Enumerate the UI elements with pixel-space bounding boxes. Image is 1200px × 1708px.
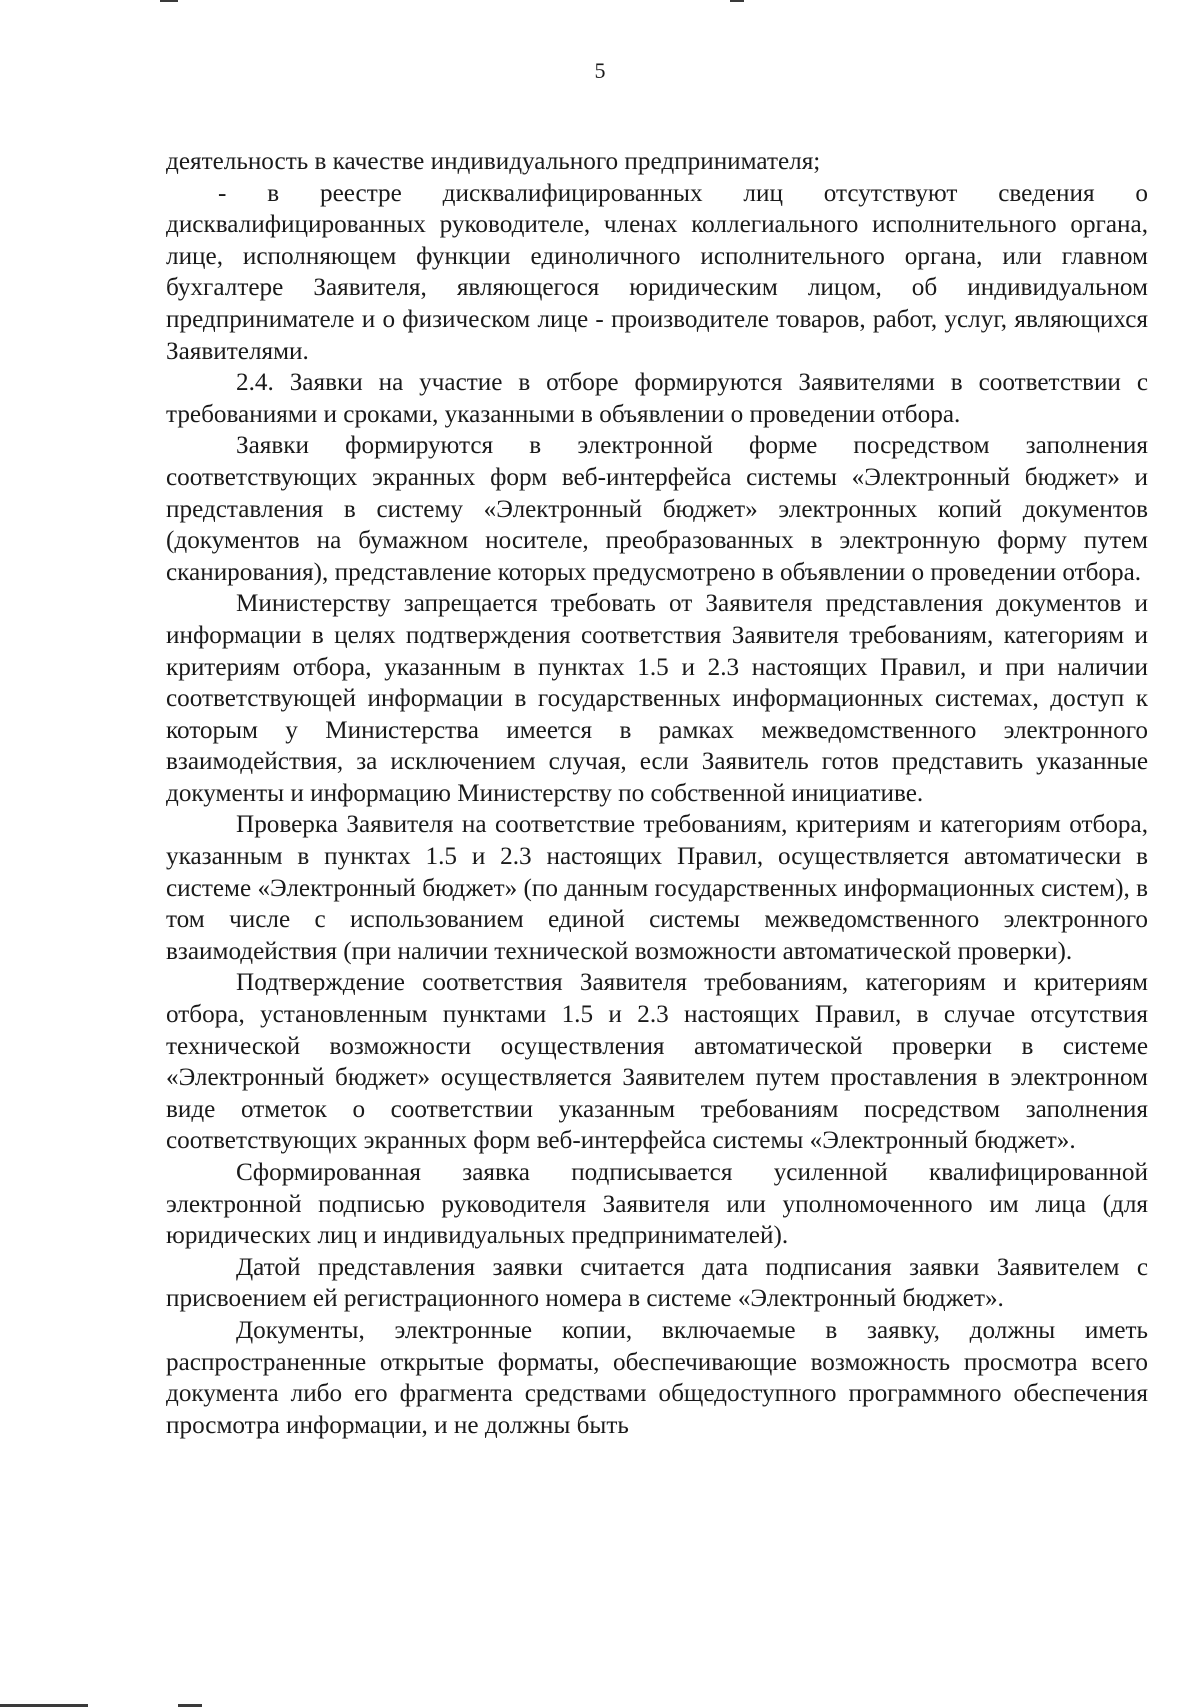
paragraph-2-4: 2.4. Заявки на участие в отборе формируются Заявителями в соответствии с требованиями и сроками, указанными в объявлении о проведении отбора. — [166, 369, 1148, 428]
scan-edge-mark — [0, 1704, 88, 1707]
scan-edge-mark — [160, 0, 178, 2]
paragraph-submission-date: Датой представления заявки считается дата подписания заявки Заявителем с присвоением ей регистрационного номера в системе «Электронный бюджет». — [166, 1253, 1148, 1313]
paragraph-ministry-prohibition: Министерству запрещается требовать от Заявителя представления документов и информации в целях подтверждения соответствия Заявителя требованиям, категориям и критериям отбора, указанным в пунктах 1.5 и 2.3 настоящих Правил, и при наличии соответствующей информации в государственных информационных системах, доступ к которым у Министерства имеется в рамках межведомственного электронного взаимодействия, за исключением случая, если Заявитель готов представить указанные документы и информацию Министерству по собственной инициативе. — [166, 590, 1148, 807]
page-number: 5 — [594, 58, 606, 83]
scan-edge-mark — [730, 0, 744, 2]
paragraph-continuation: деятельность в качестве индивидуального предпринимателя; — [166, 148, 821, 175]
document-body — [166, 146, 1148, 1441]
paragraph-document-formats: Документы, электронные копии, включаемые в заявку, должны иметь распространенные открытые форматы, обеспечивающие возможность просмотра всего документа либо его фрагмента средствами общедоступного программного обеспечения просмотра информации, и не должны быть — [166, 1316, 1148, 1439]
paragraph-confirmation: Подтверждение соответствия Заявителя требованиям, категориям и критериям отбора, установленным пунктами 1.5 и 2.3 настоящих Правил, в случае отсутствия технической возможности осуществления автоматической проверки в системе «Электронный бюджет» осуществляется Заявителем путем проставления в электронном виде отметок о соответствии указанным требованиям посредством заполнения соответствующих экранных форм веб-интерфейса системы «Электронный бюджет». — [166, 969, 1148, 1155]
paragraph-bullet-disqualified: - в реестре дисквалифицированных лиц отсутствуют сведения о дисквалифицированных руководителе, членах коллегиального исполнительного органа, лице, исполняющем функции единоличного исполнительного органа, или главном бухгалтере Заявителя, являющегося юридическим лицом, об индивидуальном предпринимателе и о физическом лице - производителе товаров, работ, услуг, являющихся Заявителями. — [166, 179, 1148, 365]
scan-edge-mark — [178, 1704, 202, 1707]
paragraph-electronic-form: Заявки формируются в электронной форме посредством заполнения соответствующих экранных форм веб-интерфейса системы «Электронный бюджет» и представления в систему «Электронный бюджет» электронных копий документов (документов на бумажном носителе, преобразованных в электронную форму путем сканирования), представление которых предусмотрено в объявлении о проведении отбора. — [166, 432, 1148, 586]
paragraph-signature: Сформированная заявка подписывается усиленной квалифицированной электронной подписью руководителя Заявителя или уполномоченного им лица (для юридических лиц и индивидуальных предпринимателей). — [166, 1159, 1148, 1250]
paragraph-automatic-check: Проверка Заявителя на соответствие требованиям, критериям и категориям отбора, указанным в пунктах 1.5 и 2.3 настоящих Правил, осуществляется автоматически в системе «Электронный бюджет» (по данным государственных информационных систем), в том числе с использованием единой системы межведомственного электронного взаимодействия (при наличии технической возможности автоматической проверки). — [166, 811, 1148, 965]
